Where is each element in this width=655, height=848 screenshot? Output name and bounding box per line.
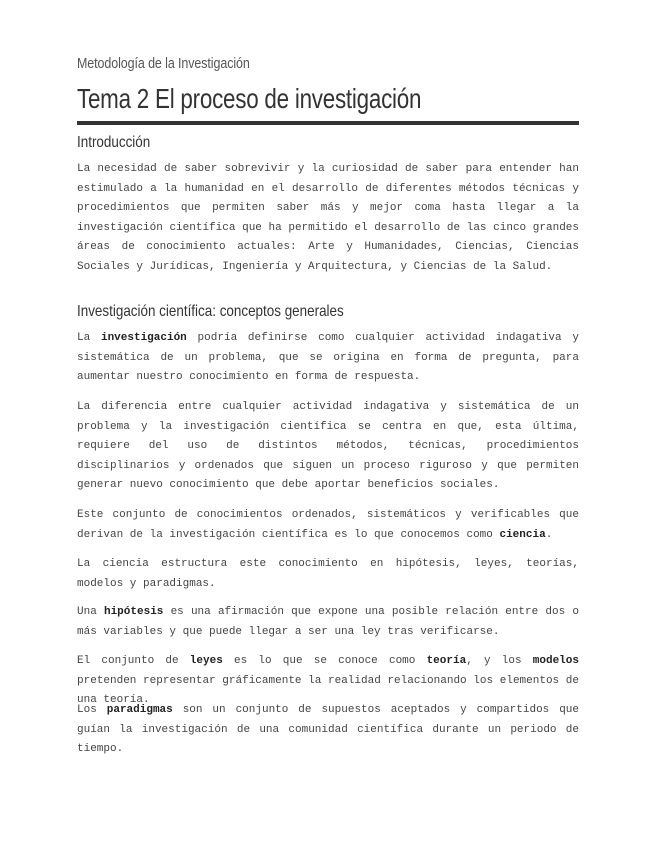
key-term-ciencia: ciencia [499,528,546,541]
paragraph-investigacion [77,329,579,388]
key-term-modelos: modelos [532,655,579,667]
paragraph-text: Una [77,606,104,618]
paragraph-text: . [545,528,553,541]
title-divider [77,121,579,125]
section-heading-introduccion: Introducción [77,134,151,151]
paragraph-hipotesis [77,603,579,642]
paragraph-text: pretenden representar gráficamente la realidad relacionando los elementos de una teoría. [77,674,579,706]
intro-paragraph: La necesidad de saber sobrevivir y la curiosidad de saber para entender han estimulado a la humanidad en el desarrollo de diferentes métodos técnicas y procedimientos que permiten saber más y mejor coma hasta llegar a la investigación científica que ha permitido el desarrollo de las cinco grandes áreas de conocimiento actuales: Arte y Humanidades, Ciencias, Ciencias Sociales y Jurídicas, Ingeniería y Arquitectura, y Ciencias de la Salud. [77,163,579,273]
paragraph-estructura: La ciencia estructura este conocimiento en hipótesis, leyes, teorías, modelos y paradigmas. [77,558,579,590]
paragraph-text: podría definirse como cualquier actividad indagativa y sistemática de un problema, que se origina en forma de pregunta, para aumentar nuestro conocimiento en forma de respuesta. [77,332,579,383]
key-term-hipotesis: hipótesis [103,606,164,618]
page-title: Tema 2 El proceso de investigación [77,83,422,114]
paragraph-text: La [77,332,101,344]
section-heading-investigacion: Investigación científica: conceptos generales [77,303,344,320]
paragraph-text: El conjunto de [77,655,190,667]
paragraph-text: es una afirmación que expone una posible relación entre dos o más variables y que puede llegar a ser una ley tras verificarse. [77,606,579,638]
key-term-leyes: leyes [189,655,223,667]
paragraph-text: , y los [466,655,533,667]
paragraph-text: son un conjunto de supuestos aceptados y compartidos que guían la investigación de una comunidad científica durante un periodo de tiempo. [77,704,580,755]
key-term-teoria: teoría [426,655,467,667]
course-header: Metodología de la Investigación [77,56,250,72]
paragraph-ciencia [77,506,579,545]
paragraph-text: Este conjunto de conocimientos ordenados, sistemáticos y verificables que derivan de la investigación científica es lo que conocemos como [77,509,579,541]
paragraph-text: Los [77,704,107,716]
key-term-investigacion: investigación [100,332,187,344]
paragraph-diferencia: La diferencia entre cualquier actividad indagativa y sistemática de un problema y la investigación científica se centra en que, esta última, requiere del uso de distintos métodos, técnicas, procedimientos disciplinarios y ordenados que siguen un proceso riguroso y que permiten generar nuevo conocimiento que debe aportar beneficios sociales. [77,401,579,491]
key-term-paradigmas: paradigmas [106,704,173,716]
paragraph-text: es lo que se conoce como [222,655,427,667]
paragraph-paradigmas [77,701,579,760]
